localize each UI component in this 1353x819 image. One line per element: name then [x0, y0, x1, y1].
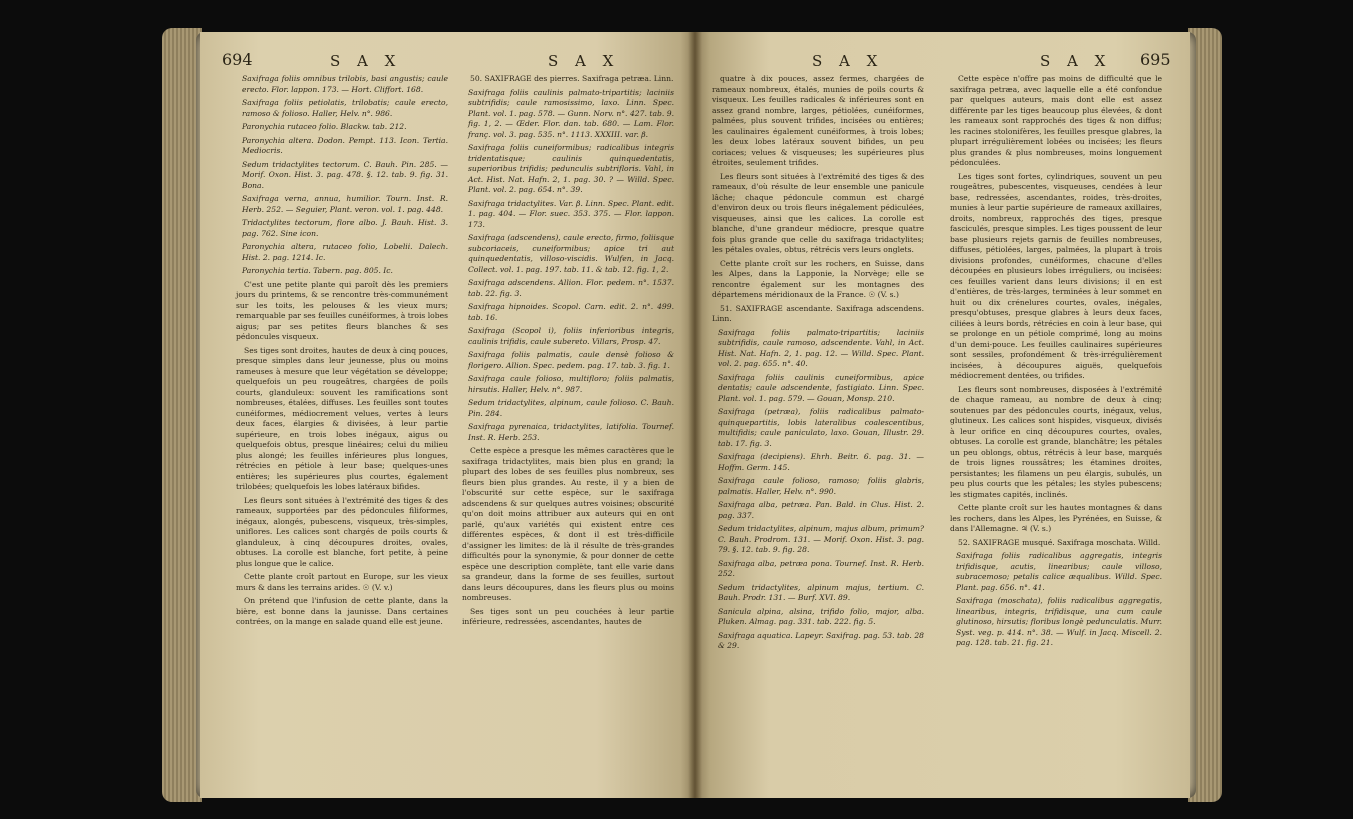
- paragraph: Saxifraga verna, annua, humilior. Tourn. Inst. R. Herb. 252. — Seguier, Plant. veron. vol. 1. pag. 448.: [242, 194, 448, 214]
- paragraph: Paronychia altera. Dodon. Pempt. 113. Icon. Tertia. Mediocris.: [242, 135, 448, 155]
- paragraph: Saxifraga (adscendens), caule erecto, firmo, foliisque subcoriaceis, cuneiformibus; apice tri aut quinquedentatis, villoso-viscidis. Wulfen, in Jacq. Collect. vol. 1. pag. 197. tab. 11. & tab. 12. fig. 1, 2.: [468, 233, 674, 274]
- paragraph: Saxifraga tridactylites. Var. β. Linn. Spec. Plant. edit. 1. pag. 404. — Flor. suec. 353. 375. — Flor. lappon. 173.: [468, 198, 674, 229]
- paragraph: Saxifraga alba, petræa pona. Tournef. Inst. R. Herb. 252.: [718, 558, 924, 578]
- paragraph: Les fleurs sont situées à l'extrémité des tiges & des rameaux, supportées par des pédoncules filiformes, inégaux, alongés, pubescens, visqueux, très-simples, uniflores. Les calices sont chargés de poils courts & glanduleux, à cinq découpures droites, ovales, obtuses. La corolle est blanche, fort petite, à peine plus longue que le calice.: [236, 495, 448, 568]
- paragraph: C'est une petite plante qui paroît dès les premiers jours du printems, & se rencontre très-communément sur les toits, les pelouses & les vieux murs; remarquable par ses feuilles cunéiformes, à trois lobes aigus; par ses petites fleurs blanches & ses pédoncules visqueux.: [236, 279, 448, 341]
- paragraph: Saxifraga foliis caulinis palmato-tripartitis; laciniis subtrifidis; caule ramosissimo, laxo. Linn. Spec. Plant. vol. 1. pag. 578. — Gunn. Norv. n°. 427. tab. 9. fig. 1, 2. — Œder. Flor. dan. tab. 680. — Lam. Flor. franç. vol. 3. pag. 535. n°. 1113. XXXIII. var. β.: [468, 87, 674, 139]
- paragraph: Cette espèce n'offre pas moins de difficulté que le saxifraga petræa, avec laquelle elle a été confondue par quelques auteurs, mais dont elle est assez différente par les tiges beaucoup plus élevées, & dont les rameaux sont rapprochés des tiges & non diffus; les racines stolonifères, les feuilles presque glabres, la plupart irrégulièrement lobées ou incisées; les fleurs plus grandes & plus nombreuses, moins longuement pédonculées.: [950, 74, 1162, 167]
- paragraph: Saxifraga (Scopol i), foliis inferioribus integris, caulinis trifidis, caule subereto. Villars, Prosp. 47.: [468, 326, 674, 346]
- paragraph: Saxifraga foliis omnibus trilobis, basi angustis; caule erecto. Flor. lappon. 173. — Hort. Cliffort. 168.: [242, 74, 448, 94]
- right-page-number: 695: [1140, 50, 1171, 69]
- paragraph: Sedum tridactylites, alpinum, caule folioso. C. Bauh. Pin. 284.: [468, 398, 674, 418]
- paragraph: Sedum tridactylites, alpinum, majus album, primum? C. Bauh. Prodrom. 131. — Morif. Oxon. Hist. 3. pag. 79. §. 12. tab. 9. fig. 28.: [718, 524, 924, 554]
- paragraph: Sanicula alpina, alsina, trifido folio, major, alba. Pluken. Almag. pag. 331. tab. 222. fig. 5.: [718, 606, 924, 626]
- paragraph: On prétend que l'infusion de cette plante, dans la bière, est bonne dans la jaunisse. Dans certaines contrées, on la mange en salade quand elle est jeune.: [236, 596, 448, 626]
- paragraph: Cette plante croît partout en Europe, sur les vieux murs & dans les terrains arides. ☉ (V. v.): [236, 572, 448, 592]
- paragraph: Les fleurs sont nombreuses, disposées à l'extrémité de chaque rameau, au nombre de deux à cinq; soutenues par des pédoncules courts, inégaux, velus, glutineux. Les calices sont hispides, visqueux, divisés à leur orifice en cinq découpures courtes, ovales, obtuses. La corolle est grande, blanchâtre; les pétales un peu oblongs, obtus, rétrécis à leur base, marqués de trois lignes roussâtres; les étamines droites, persistantes; les filamens un peu élargis, subulés, un peu plus courts que les pétales; les styles pubescens; les stigmates capités, inclinés.: [950, 384, 1162, 499]
- paragraph: 51. SAXIFRAGE ascendante. Saxifraga adscendens. Linn.: [712, 303, 924, 323]
- paragraph: Les fleurs sont situées à l'extrémité des tiges & des rameaux, d'où résulte de leur ensemble une panicule lâche; chaque pédoncule commun est chargé d'environ deux ou trois fleurs inégalement pédiculées, visqueuses, ainsi que les calices. La corolle est blanche, d'une grandeur médiocre, presque quatre fois plus grande que celle du saxifraga tridactylites; les pétales ovales, obtus, rétrécis vers leurs onglets.: [712, 171, 924, 254]
- left-running-head-2: S A X: [548, 52, 620, 70]
- paragraph: Cette plante croît sur les rochers, en Suisse, dans les Alpes, dans la Lapponie, la Norvège; elle se rencontre également sur les montagnes des départemens méridionaux de la France. ☉ (V. s.): [712, 258, 924, 299]
- paragraph: Saxifraga caule folioso, multifloro; foliis palmatis, hirsutis. Haller, Helv. n°. 987.: [468, 374, 674, 394]
- paragraph: Saxifraga (petræa), foliis radicalibus palmato-quinquepartitis, lobis lateralibus coalescentibus, multifidis; caule paniculato, laxo. Gouan, Illustr. 29. tab. 17. fig. 3.: [718, 407, 924, 448]
- left-page-column-1: [236, 74, 448, 631]
- paragraph: Saxifraga adscendens. Allion. Flor. pedem. n°. 1537. tab. 22. fig. 3.: [468, 278, 674, 298]
- paragraph: Ses tiges sont droites, hautes de deux à cinq pouces, presque simples dans leur jeunesse, plus ou moins rameuses à mesure que leur végétation se développe; quelquefois un peu rougeâtres, chargées de poils courts, glanduleux: souvent les ramifications sont nombreuses, étalées, diffuses. Les feuilles sont toutes cunéiformes, médiocrement velues, vertes à leurs deux faces, élargies & divisées, à leur partie supérieure, en trois lobes inégaux, aigus ou quelquefois obtus, presque linéaires; celui du milieu plus alongé; les feuilles inférieures plus longues, rétrécies en pétiole à leur base; quelques-unes entières; les supérieures plus courtes, également trilobées; quelquefois les lobes latéraux bifides.: [236, 345, 448, 491]
- paragraph: Ses tiges sont un peu couchées à leur partie inférieure, redressées, ascendantes, hautes de: [462, 606, 674, 626]
- paragraph: Paronychia rutaceo folio. Blackw. tab. 212.: [242, 122, 407, 131]
- paragraph: Saxifraga hipnoides. Scopol. Carn. edit. 2. n°. 499. tab. 16.: [468, 302, 674, 322]
- paragraph: Saxifraga alba, petræa. Pan. Bald. in Clus. Hist. 2. pag. 337.: [718, 500, 924, 520]
- paragraph: Saxifraga (decipiens). Ehrh. Beitr. 6. pag. 31. — Hoffm. Germ. 145.: [718, 452, 924, 472]
- paragraph: Les tiges sont fortes, cylindriques, souvent un peu rougeâtres, pubescentes, visqueuses, cendées à leur base, redressées, ascendantes, roides, très-droites, munies à leur partie supérieure de rameaux axillaires, droits, nombreux, rapprochés des tiges, presque fasciculés, presque simples. Les tiges poussent de leur base plusieurs rejets garnis de feuilles nombreuses, diffuses, pétiolées, larges, palmées, la plupart à trois divisions profondes, cunéiformes, chacune d'elles découpées en plusieurs lobes irréguliers, ou incisées: ces feuilles varient dans leurs divisions; il en est d'entières, de très-larges, terminées à leur sommet en huit ou dix crénelures courtes, ovales, inégales, presqu'obtuses, presque glabres à leurs deux faces, ciliées à leurs bords, rétrécies en coin à leur base, qui se prolonge en un pétiole comprimé, long au moins d'un demi-pouce. Les feuilles caulinaires supérieures sont sessiles, profondément & très-irrégulièrement incisées, à découpures aiguës, quelquefois médiocrement dentées, ou trifides.: [950, 171, 1162, 380]
- paragraph: quatre à dix pouces, assez fermes, chargées de rameaux nombreux, étalés, munies de poils courts & visqueux. Les feuilles radicales & inférieures sont en assez grand nombre, larges, pétiolées, cunéiformes, palmées, plus souvent trifides, incisées ou entières; les caulinaires également cunéiformes, à trois lobes; les deux lobes latéraux souvent bifides, un peu coriaces; velues & visqueuses; les supérieures plus étroites, seulement trifides.: [712, 74, 924, 167]
- paragraph: Saxifraga (moschata), foliis radicalibus aggregatis, linearibus, integris, trifidisque, una cum caule glutinoso, hirsutis; floribus longè pedunculatis. Murr. Syst. veg. p. 414. n°. 38. — Wulf. in Jacq. Miscell. 2. pag. 128. tab. 21. fig. 21.: [956, 596, 1162, 647]
- paragraph: Paronychia altera, rutaceo folio, Lobelii. Dalech. Hist. 2. pag. 1214. Ic.: [242, 242, 448, 262]
- paragraph: Saxifraga foliis petiolatis, trilobatis; caule erecto, ramoso & folioso. Haller, Helv. n°. 986.: [242, 98, 448, 118]
- paragraph: Saxifraga foliis caulinis cuneiformibus, apice dentatis; caule adscendente, fastigiato. Linn. Spec. Plant. vol. 1. pag. 579. — Gouan, Monsp. 210.: [718, 372, 924, 403]
- right-page-column-1: [712, 74, 924, 655]
- paragraph: Saxifraga caule folioso, ramoso; foliis glabris, palmatis. Haller, Helv. n°. 990.: [718, 476, 924, 496]
- paragraph: Tridactylites tectorum, flore albo. J. Bauh. Hist. 3. pag. 762. Sine icon.: [242, 218, 448, 238]
- paragraph: Saxifraga pyrenaica, tridactylites, latifolia. Tournef. Inst. R. Herb. 253.: [468, 422, 674, 442]
- left-page-column-2: [462, 74, 674, 631]
- paragraph: Cette plante croît sur les hautes montagnes & dans les rochers, dans les Alpes, les Pyrénées, en Suisse, & dans l'Allemagne. ♃ (V. s.): [950, 503, 1162, 533]
- book-gutter: [688, 32, 702, 798]
- paragraph: Saxifraga foliis radicalibus aggregatis, integris trifidisque, acutis, linearibus; caule villoso, subracemoso; petalis calice æqualibus. Willd. Spec. Plant. pag. 656. n°. 41.: [956, 551, 1162, 592]
- paragraph: Saxifraga aquatica. Lapeyr. Saxifrag. pag. 53. tab. 28 & 29.: [718, 630, 924, 650]
- paragraph: 50. SAXIFRAGE des pierres. Saxifraga petræa. Linn.: [470, 74, 674, 83]
- paragraph: Cette espèce a presque les mêmes caractères que le saxifraga tridactylites, mais bien plus en grand; la plupart des lobes de ses feuilles plus nombreux, ses fleurs bien plus grandes. Au reste, il y a bien de l'obscurité sur cette espèce, sur le saxifraga adscendens & sur quelques autres voisines; obscurité qu'on doit moins attribuer aux auteurs qui en ont parlé, qu'aux variétés qui existent entre ces différentes espèces, & dont il est très-difficile d'assigner les limites: de là il résulte de très-grandes difficultés pour la synonymie, & pour donner de cette espèce une description complète, tant elle varie dans sa grandeur, dans la forme de ses feuilles, surtout dans leurs découpures, dans les fleurs plus ou moins nombreuses.: [462, 446, 674, 602]
- paragraph: Paronychia tertia. Tabern. pag. 805. Ic.: [242, 266, 393, 275]
- paragraph: Saxifraga foliis palmatis, caule densè folioso & florigero. Allion. Spec. pedem. pag. 17. tab. 3. fig. 1.: [468, 350, 674, 370]
- right-running-head-2: S A X: [1040, 52, 1112, 70]
- paragraph: Saxifraga foliis cuneiformibus; radicalibus integris tridentatisque; caulinis quinquedentatis, superioribus trifidis; pedunculis subtrifloris. Vahl, in Act. Hist. Nat. Hafn. 2, 1. pag. 30. ? — Willd. Spec. Plant. vol. 2. pag. 654. n°. 39.: [468, 143, 674, 194]
- right-running-head-1: S A X: [812, 52, 884, 70]
- left-page-number: 694: [222, 50, 253, 69]
- left-running-head-1: S A X: [330, 52, 402, 70]
- paragraph: Sedum tridactylites, alpinum majus, tertium. C. Bauh. Prodr. 131. — Burf. XVI. 89.: [718, 582, 924, 602]
- paragraph: Sedum tridactylites tectorum. C. Bauh. Pin. 285. — Morif. Oxon. Hist. 3. pag. 478. §. 12. tab. 9. fig. 31. Bona.: [242, 159, 448, 190]
- paragraph: 52. SAXIFRAGE musqué. Saxifraga moschata. Willd.: [958, 537, 1161, 547]
- paragraph: Saxifraga foliis palmato-tripartitis; laciniis subtrifidis, caule ramoso, adscendente. Vahl, in Act. Hist. Nat. Hafn. 2, 1. pag. 12. — Willd. Spec. Plant. vol. 2. pag. 655. n°. 40.: [718, 327, 924, 368]
- right-page-column-2: [950, 74, 1162, 652]
